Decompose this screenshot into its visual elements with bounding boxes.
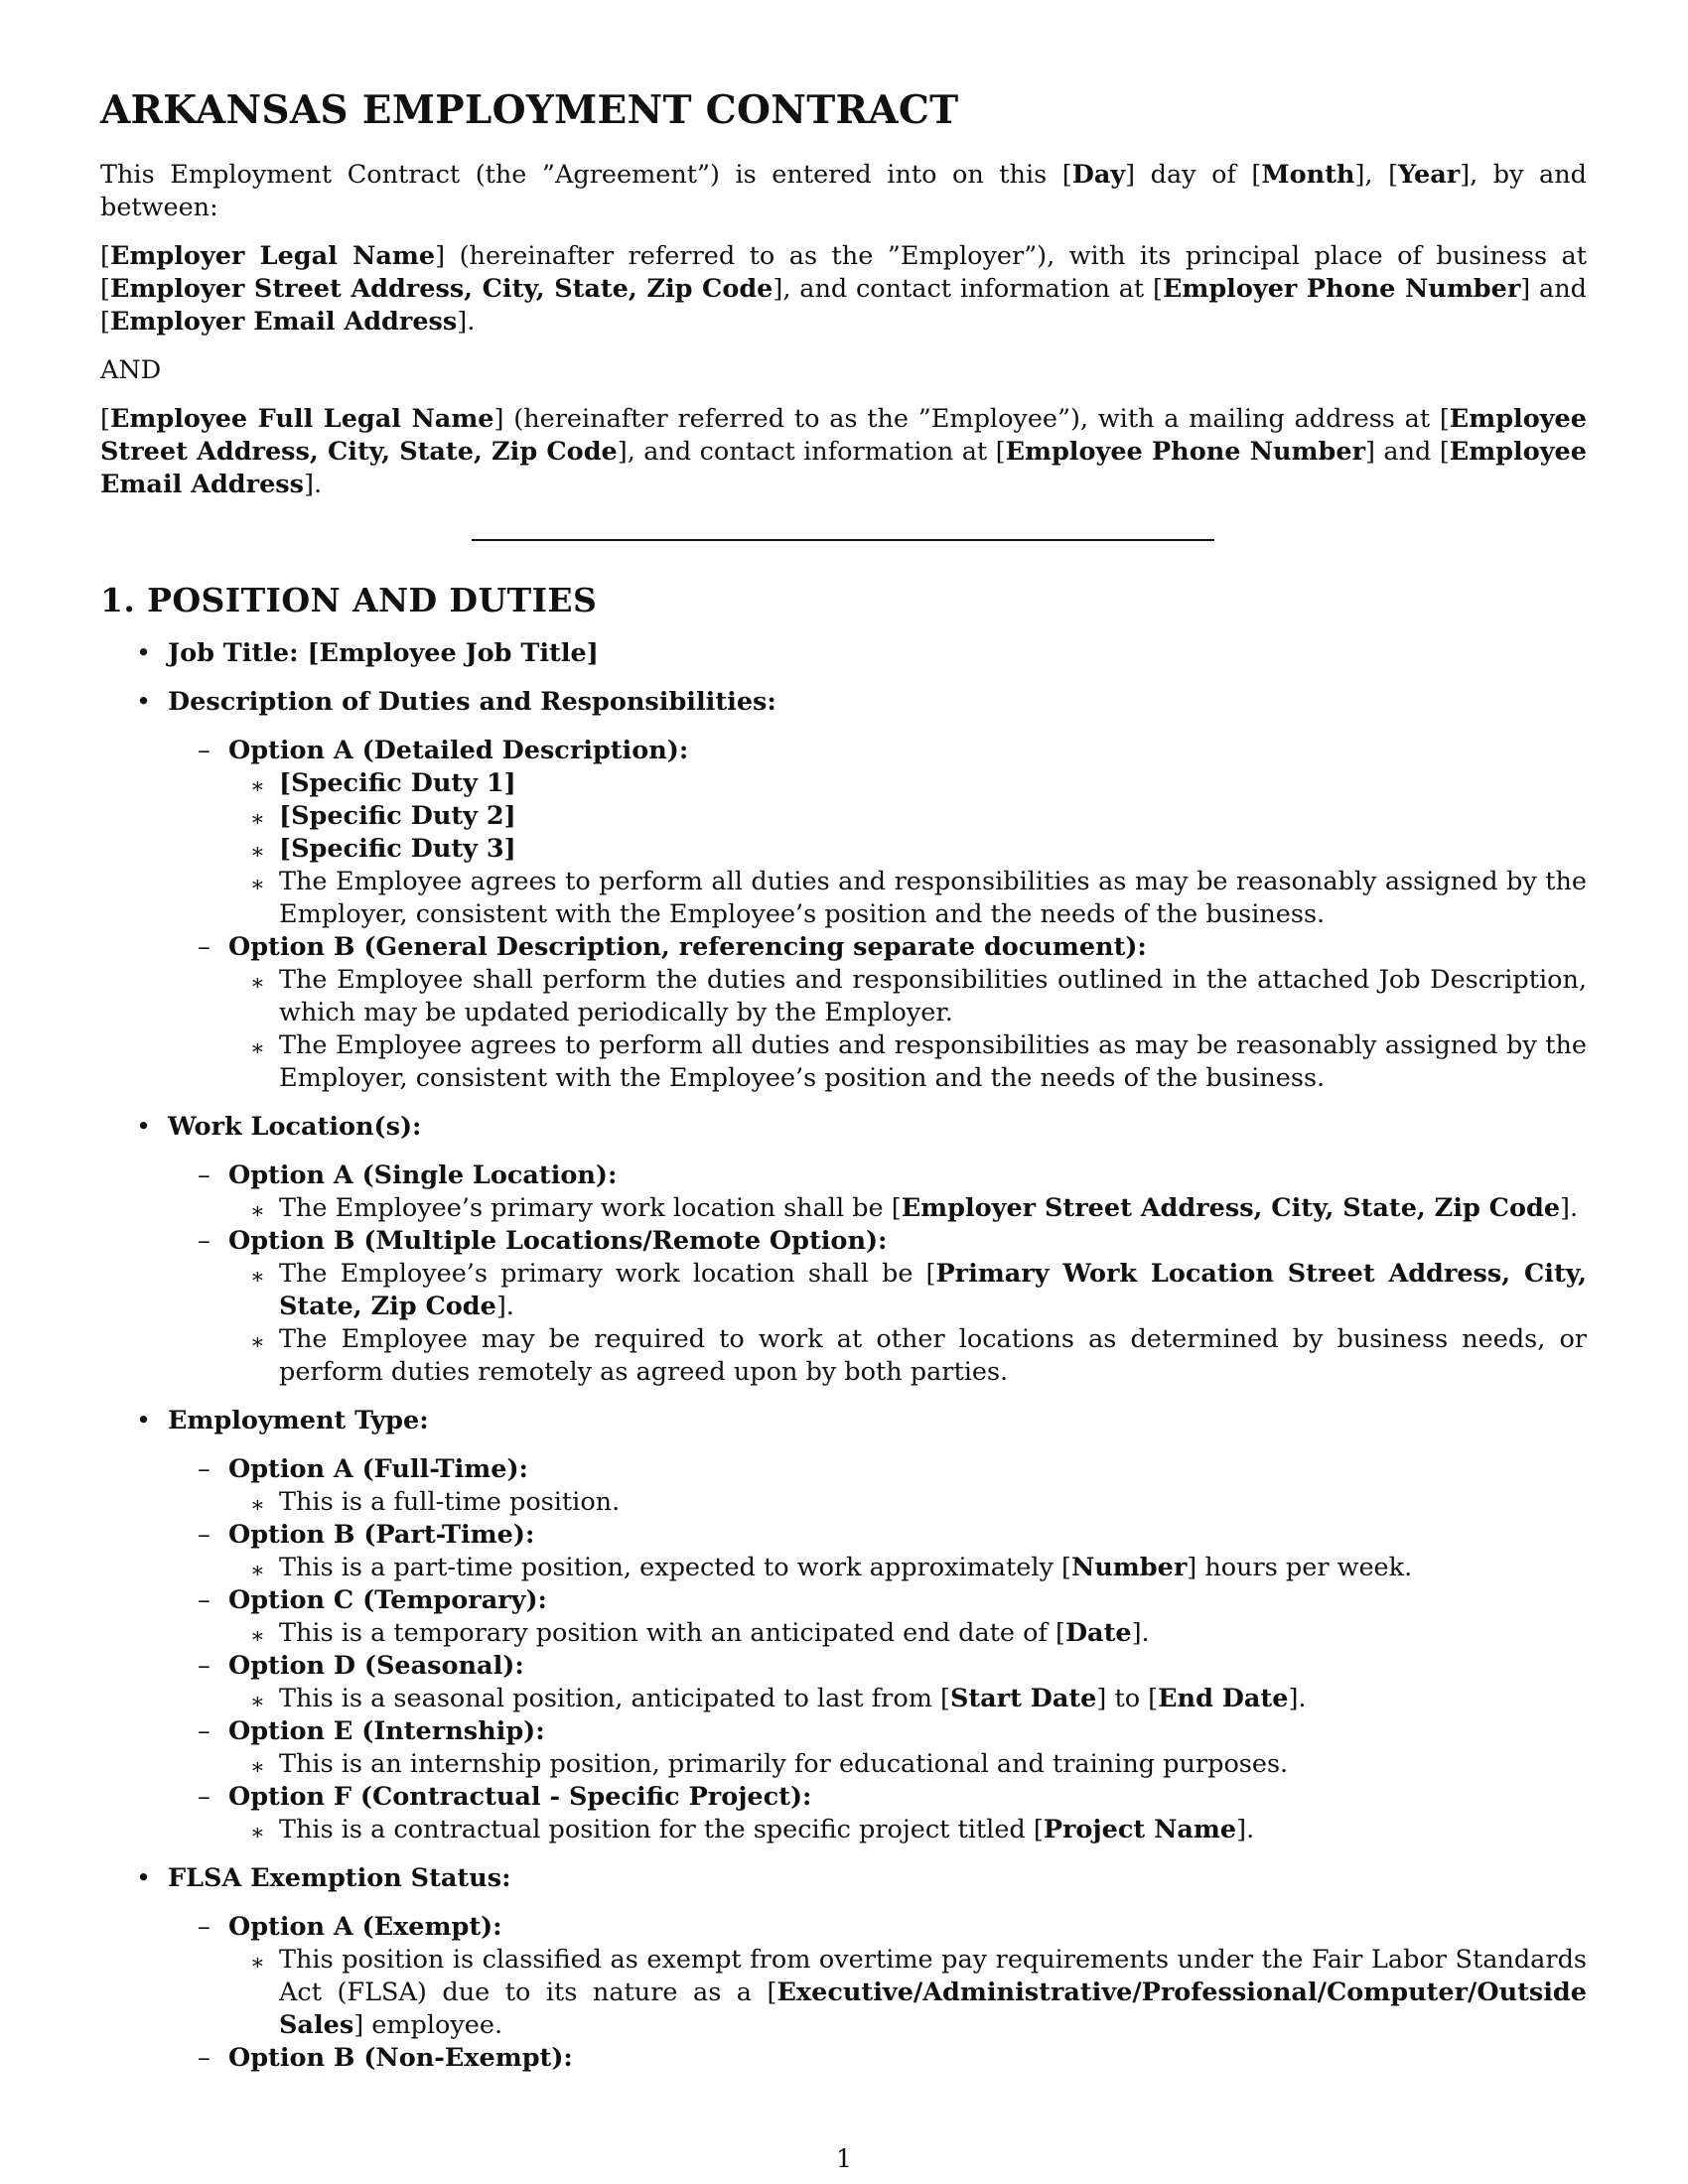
option-heading: Option A (Detailed Description): [228, 736, 689, 765]
asterisk-icon: ∗ [250, 840, 265, 865]
dash-icon: – [198, 932, 211, 962]
employee-paragraph: [Employee Full Legal Name] (hereinafter referred to as the ”Employee”), with a mailing address at [Employee Street Address, City, State, Zip Code], and contact information at [Employee Phone Number] and [Employee Email Address]. [100, 404, 1587, 499]
sub-item: ∗ This is a part-time position, expected to work approximately [Number] hours per week. [228, 1552, 1587, 1584]
month-placeholder: Month [1261, 160, 1355, 190]
sub-item-text: The Employee shall perform the duties and responsibilities outlined in the attached Job Description, which may be updated periodically by the Employer. [279, 965, 1587, 1027]
list-item-job-title: • Job Title: [Employee Job Title] [136, 638, 599, 668]
asterisk-icon: ∗ [250, 1624, 265, 1649]
dash-icon: – [198, 1160, 211, 1190]
dash-icon: – [198, 1651, 211, 1681]
sub-item: ∗ This is a seasonal position, anticipated to last from [Start Date] to [End Date]. [228, 1683, 1587, 1715]
sub-item [228, 1029, 1587, 1095]
bullet-icon: • [136, 1406, 152, 1435]
option-item [168, 1453, 1587, 1519]
bullet-icon: • [136, 638, 152, 668]
sub-item-text: This is an internship position, primarily for educational and training purposes. [279, 1749, 1289, 1779]
sub-item-text: This is a temporary position with an anticipated end date of [279, 1618, 1055, 1648]
sub-item: ∗ The Employee’s primary work location shall be [Employer Street Address, City, State, Zip Code]. [228, 1192, 1587, 1225]
job-title-placeholder: Employee Job Title [319, 638, 587, 668]
job-title-label: Job Title: [168, 638, 308, 668]
address-placeholder: Primary Work Location Street Address, City, State, Zip Code [279, 1259, 1587, 1321]
bullet-icon: • [136, 1863, 152, 1893]
list-item-location [100, 1111, 1587, 1389]
sub-item-text: This is a contractual position for the specific project titled [279, 1815, 1034, 1844]
sub-item-text: . [1246, 1815, 1255, 1844]
sub-item-text: The Employee’s primary work location shall be [279, 1193, 892, 1223]
employer-address-placeholder: Employer Street Address, City, State, Zip Code [109, 274, 774, 304]
intro-text: This Employment Contract (the ”Agreement”) is entered into on this [100, 160, 1062, 190]
sub-item-text: This is a full-time position. [279, 1487, 621, 1517]
dash-icon: – [198, 1226, 211, 1256]
sub-item: ∗ This is a contractual position for the specific project titled [Project Name]. [228, 1814, 1587, 1846]
asterisk-icon: ∗ [250, 1036, 265, 1061]
sub-item-text: The Employee agrees to perform all duties and responsibilities as may be reasonably assigned by the Employer, consistent with the Employee’s position and the needs of the business. [279, 1030, 1587, 1093]
sub-item-text: hours per week. [1196, 1553, 1413, 1582]
sub-item-text: to [1106, 1684, 1149, 1713]
option-heading: Option B (Non-Exempt): [228, 2043, 573, 2073]
employer-text: and [1530, 274, 1587, 304]
and-separator: AND [100, 355, 162, 385]
option-heading: Option A (Single Location): [228, 1160, 618, 1190]
option-item [168, 1584, 1587, 1650]
intro-text: , by and between: [100, 160, 1587, 222]
asterisk-icon: ∗ [250, 873, 265, 897]
sub-item: ∗ The Employee’s primary work location shall be [Primary Work Location Street Address, City, State, Zip Code]. [250, 1259, 1587, 1321]
asterisk-icon: ∗ [250, 1951, 265, 1976]
asterisk-icon: ∗ [250, 1330, 265, 1355]
section-list [100, 637, 1587, 2075]
employer-text: , and contact information at [782, 274, 1153, 304]
document-title: ARKANSAS EMPLOYMENT CONTRACT [100, 87, 959, 133]
list-item-flsa [100, 1862, 1587, 2075]
asterisk-icon: ∗ [250, 807, 265, 832]
duty-placeholder: Specific Duty 2 [291, 801, 504, 831]
dash-icon: – [198, 2043, 211, 2073]
year-placeholder: Year [1398, 160, 1461, 190]
option-heading: Option B (Part-Time): [228, 1520, 535, 1550]
option-item [168, 1160, 1587, 1225]
number-placeholder: Number [1070, 1553, 1188, 1582]
asterisk-icon: ∗ [250, 1821, 265, 1845]
sub-item-text: . [1298, 1684, 1307, 1713]
page-number: 1 [835, 2144, 853, 2174]
bullet-icon: • [136, 1112, 152, 1142]
asterisk-icon: ∗ [250, 1559, 265, 1583]
employee-text: (hereinafter referred to as the ”Employee”), with a mailing address at [503, 404, 1440, 434]
intro-text: , [1364, 160, 1389, 190]
option-item [168, 1650, 1587, 1715]
list-item-employment-type [100, 1405, 1587, 1846]
asterisk-icon: ∗ [250, 1493, 265, 1518]
option-heading: Option F (Contractual - Specific Project): [228, 1782, 812, 1812]
sub-item [228, 1486, 1587, 1519]
option-item [168, 1519, 1587, 1584]
sub-item-text: . [505, 1292, 514, 1321]
employee-phone-placeholder: Employee Phone Number [1005, 437, 1366, 467]
dash-icon: – [198, 1716, 211, 1746]
sub-item-text: The Employee’s primary work location shall be [279, 1259, 926, 1289]
section-title: 1. POSITION AND DUTIES [100, 581, 598, 619]
employee-address-placeholder: Employee Street Address, City, State, Zip Code [100, 404, 1587, 467]
date-placeholder: Date [1064, 1618, 1132, 1648]
option-item [168, 1715, 1587, 1781]
start-date-placeholder: Start Date [949, 1684, 1097, 1713]
option-item [168, 1225, 1587, 1389]
employer-phone-placeholder: Employer Phone Number [1162, 274, 1521, 304]
option-heading: Option B (Multiple Locations/Remote Option): [228, 1226, 888, 1256]
list-item-duties [100, 686, 1587, 1095]
sub-item: ∗ [Specific Duty 3] [228, 833, 1587, 866]
option-heading: Option E (Internship): [228, 1716, 545, 1746]
option-item [168, 735, 1587, 931]
sub-item-text: The Employee may be required to work at other locations as determined by business needs, or perform duties remotely as agreed upon by both parties. [279, 1324, 1587, 1387]
sub-item-text: The Employee agrees to perform all duties and responsibilities as may be reasonably assigned by the Employer, consistent with the Employee’s position and the needs of the business. [279, 867, 1587, 929]
sub-item-text: This position is classified as exempt from overtime pay requirements under the Fair Labor Standards Act (FLSA) due to its nature as a [279, 1945, 1587, 2007]
end-date-placeholder: End Date [1158, 1684, 1289, 1713]
day-placeholder: Day [1071, 160, 1126, 190]
asterisk-icon: ∗ [250, 1690, 265, 1714]
option-heading: Option A (Exempt): [228, 1912, 502, 1942]
dash-icon: – [198, 1782, 211, 1812]
location-heading: Work Location(s): [168, 1112, 422, 1142]
sub-item: ∗ This position is classified as exempt from overtime pay requirements under the Fair Labor Standards Act (FLSA) due to its nature as a [Executive/Administrative/Professional/Computer/Outside Sales] employee. [250, 1945, 1587, 2040]
option-item [168, 931, 1587, 1095]
duties-heading: Description of Duties and Responsibilities: [168, 687, 776, 717]
dash-icon: – [198, 1454, 211, 1484]
dash-icon: – [198, 1912, 211, 1942]
employer-text: (hereinafter referred to as the ”Employer”), with its principal place of business at [445, 241, 1587, 271]
asterisk-icon: ∗ [250, 774, 265, 799]
project-name-placeholder: Project Name [1043, 1815, 1237, 1844]
employee-text: . [313, 470, 323, 499]
document-page [100, 69, 1587, 2091]
intro-paragraph: This Employment Contract (the ”Agreement”) is entered into on this [Day] day of [Month], [Year], by and between: [100, 160, 1587, 222]
dash-icon: – [198, 1520, 211, 1550]
option-heading: Option D (Seasonal): [228, 1651, 524, 1681]
employer-email-placeholder: Employer Email Address [109, 307, 458, 337]
sub-item: ∗ [Specific Duty 2] [228, 800, 1587, 833]
duty-placeholder: Specific Duty 3 [291, 834, 504, 864]
sub-item: ∗ [Specific Duty 1] [228, 767, 1587, 800]
option-heading: Option B (General Description, referencing separate document): [228, 932, 1147, 962]
asterisk-icon: ∗ [250, 1755, 265, 1780]
sub-item-text: . [1141, 1618, 1150, 1648]
option-item [168, 1781, 1587, 1846]
option-heading: Option C (Temporary): [228, 1585, 547, 1615]
employee-text: and [1374, 437, 1440, 467]
option-item [168, 1911, 1587, 2042]
employer-paragraph: [Employer Legal Name] (hereinafter referred to as the ”Employer”), with its principal place of business at [Employer Street Address, City, State, Zip Code], and contact information at [Employer Phone Number] and [Employer Email Address]. [100, 241, 1587, 337]
sub-item-text: This is a part-time position, expected to work approximately [279, 1553, 1061, 1582]
sub-item-text: employee. [363, 2010, 503, 2040]
exemption-category-placeholder: Executive/Administrative/Professional/Computer/Outside Sales [279, 1978, 1587, 2040]
employee-email-placeholder: Employee Email Address [100, 437, 1587, 499]
sub-item [228, 1748, 1587, 1781]
dash-icon: – [198, 736, 211, 765]
option-item [168, 2042, 1587, 2075]
flsa-heading: FLSA Exemption Status: [168, 1863, 511, 1893]
sub-item [228, 1323, 1587, 1389]
intro-text: day of [1135, 160, 1252, 190]
sub-item [228, 866, 1587, 931]
bullet-icon: • [136, 687, 152, 717]
employee-text: , and contact information at [627, 437, 996, 467]
asterisk-icon: ∗ [250, 971, 265, 996]
asterisk-icon: ∗ [250, 1199, 265, 1224]
dash-icon: – [198, 1585, 211, 1615]
duty-placeholder: Specific Duty 1 [291, 768, 504, 798]
option-heading: Option A (Full-Time): [228, 1454, 528, 1484]
sub-item: ∗ This is a temporary position with an anticipated end date of [Date]. [228, 1617, 1587, 1650]
asterisk-icon: ∗ [250, 1265, 265, 1290]
horizontal-rule [472, 539, 1214, 541]
sub-item-text: This is a seasonal position, anticipated to last from [279, 1684, 940, 1713]
employer-text: . [467, 307, 476, 337]
employee-name-placeholder: Employee Full Legal Name [109, 404, 494, 434]
employer-name-placeholder: Employer Legal Name [109, 241, 436, 271]
sub-item [228, 964, 1587, 1029]
employment-type-heading: Employment Type: [168, 1406, 429, 1435]
sub-item-text: . [1570, 1193, 1579, 1223]
address-placeholder: Employer Street Address, City, State, Zip Code [901, 1193, 1561, 1223]
